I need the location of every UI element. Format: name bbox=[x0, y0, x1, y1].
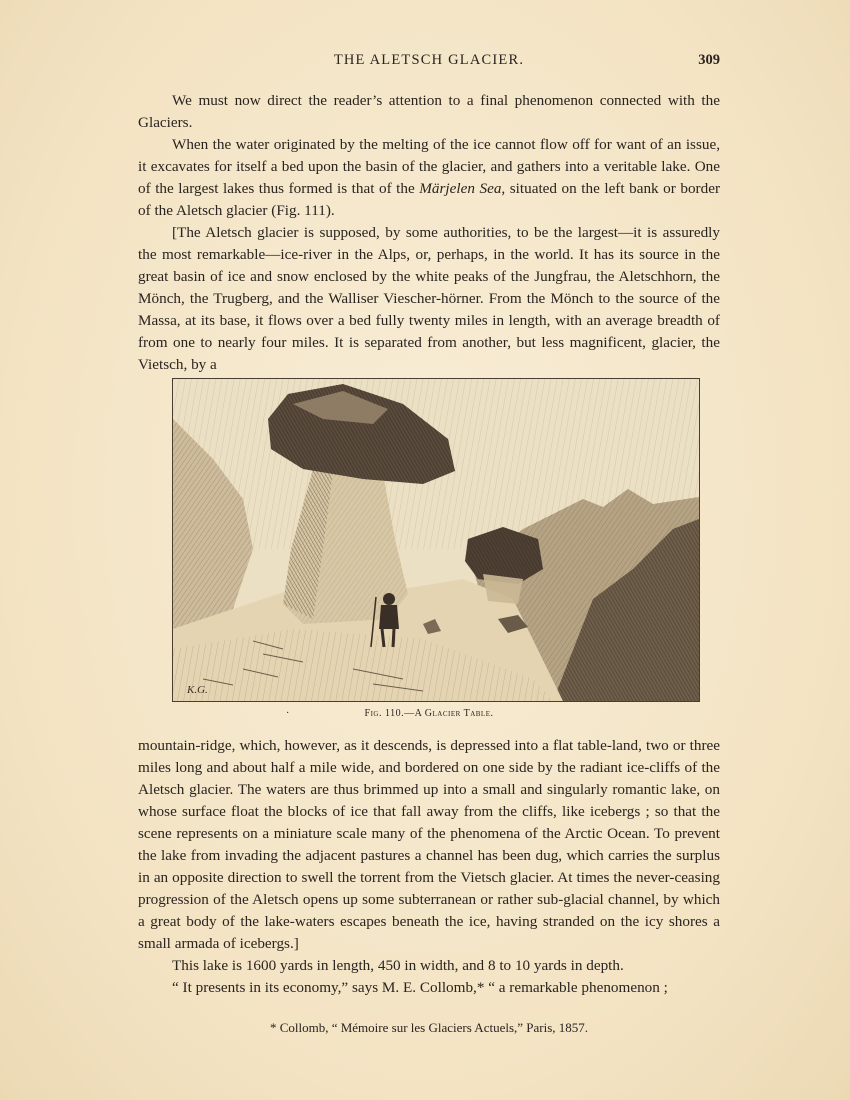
footnote: * Collomb, “ Mémoire sur les Glaciers Actuels,” Paris, 1857. bbox=[269, 1020, 589, 1035]
paragraph-aletsch: [The Aletsch glacier is supposed, by some authorities, to be the largest—it is assuredly the most remarkable—ice-river in the Alps, or, perhaps, in the world. It has its source in the great basin of ice and snow enclosed by the white peaks of the Jungfrau, the Aletschhorn, the Mönch, the Trugberg, and the Walliser Viescher-hörner. From the Mönch to the source of the Massa, at its base, it flows over a bed fully twenty miles in length, with an average breadth of from one to nearly four miles. It is separated from another, but less magnificent, glacier, the Vietsch, by a bbox=[138, 224, 720, 373]
figure-caption bbox=[138, 708, 720, 719]
lake-sentence: When the water originated by the melting of the ice cannot flow off for want of an issue, it excavates for itself a bed upon the basin of the glacier, and gathers into a veritable lake. One of the largest lakes thus formed is that of the bbox=[138, 136, 720, 197]
page-header bbox=[138, 52, 720, 74]
figure-caption-text: Fig. 110.—A Glacier Table. bbox=[364, 708, 494, 719]
lake-name: Märjelen Sea bbox=[419, 180, 502, 197]
running-title: THE ALETSCH GLACIER. bbox=[333, 52, 525, 68]
paragraph-dimensions: This lake is 1600 yards in length, 450 in width, and 8 to 10 yards in depth. bbox=[172, 957, 624, 974]
bottom-text-block bbox=[138, 735, 720, 999]
figure-glacier-table bbox=[172, 378, 700, 702]
paragraph-continuation: mountain-ridge, which, however, as it descends, is depressed into a flat table-land, two or three miles long and about half a mile wide, and bordered on one side by the radiant ice-cliffs of the Aletsch glacier. The waters are thus brimmed up into a small and singularly romantic lake, on whose surface float the blocks of ice that fall away from the cliffs, like icebergs ; so that the scene represents on a miniature scale many of the phenomena of the Arctic Ocean. To prevent the lake from invading the adjacent pastures a channel has been dug, which carries the surplus in an opposite direction to swell the torrent from the Vietsch glacier. At times the never-ceasing progression of the Aletsch opens up some subterranean or rather sub-glacial channel, by which a great body of the lake-waters escapes beneath the ice, having stranded on the icy shores a small armada of icebergs.] bbox=[138, 737, 720, 952]
top-text-block bbox=[138, 90, 720, 376]
artist-signature: K.G. bbox=[187, 684, 208, 696]
paragraph-quote: “ It presents in its economy,” says M. E. Collomb,* “ a remarkable phenomenon ; bbox=[172, 979, 668, 996]
page-number: 309 bbox=[698, 52, 720, 68]
glacier-table-illustration bbox=[173, 379, 699, 701]
caption-dot: · bbox=[286, 708, 290, 719]
lake-sentence-end: , situated on the left bank or border of the Aletsch glacier (Fig. 111). bbox=[138, 180, 721, 219]
paragraph-lake bbox=[138, 134, 720, 222]
paragraph-intro: We must now direct the reader’s attention to a final phenomenon connected with the Glaciers. bbox=[138, 92, 720, 131]
